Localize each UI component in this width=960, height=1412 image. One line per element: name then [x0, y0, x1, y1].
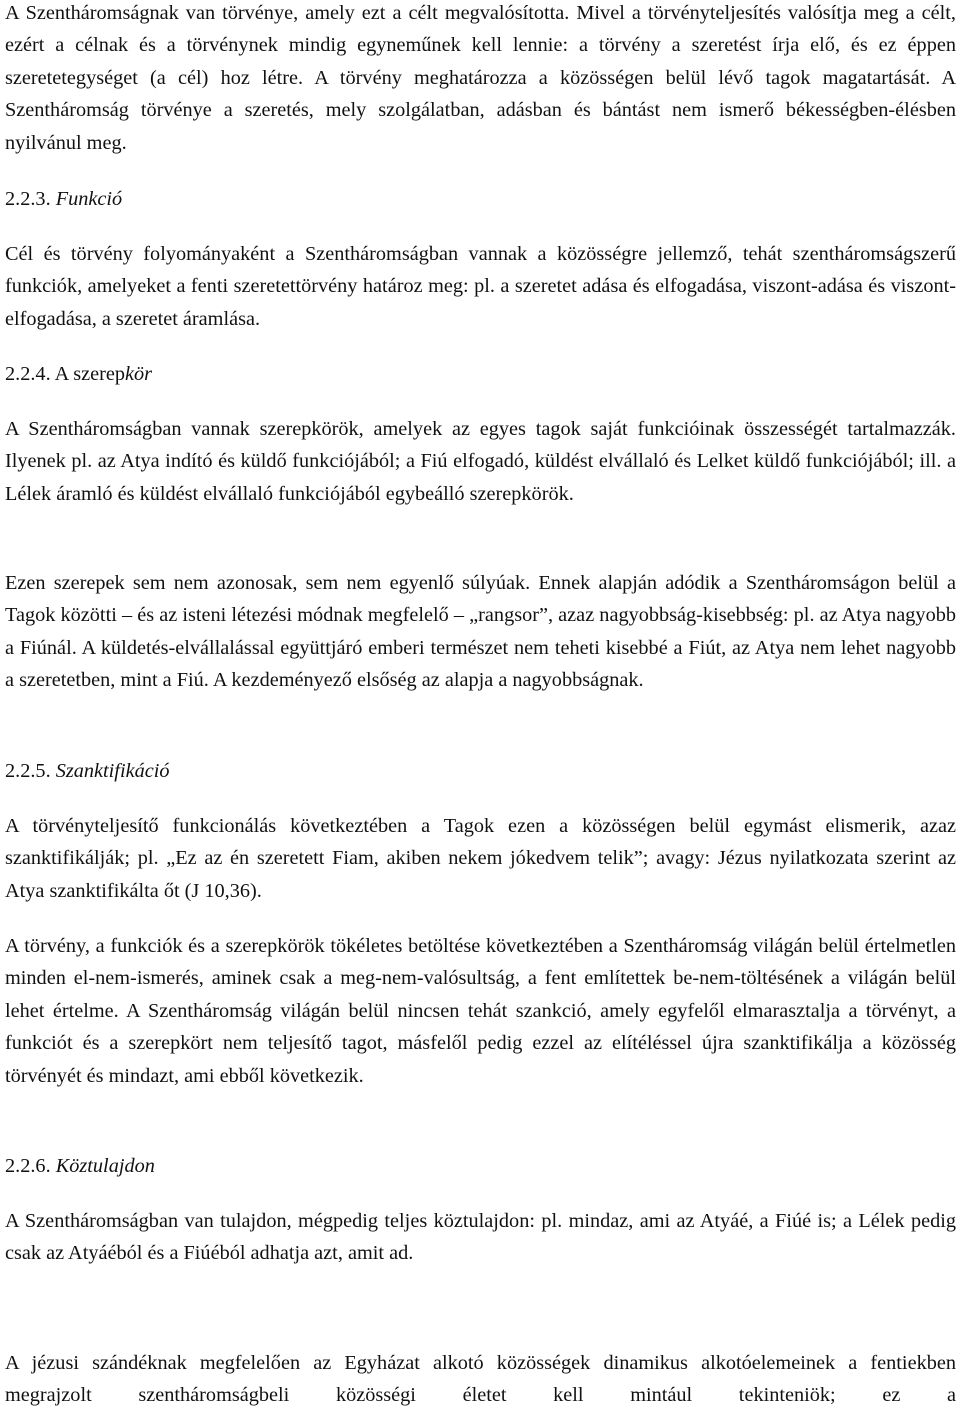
paragraph-szentharomsag-torvenye: A Szentháromságnak van törvénye, amely ezt a célt megvalósította. Mivel a törvényteljesítés valósítja meg a célt, ezért a célnak és a törvénynek mindig egyneműnek kell lennie: a törvény a szeretést írja elő, és ez éppen szeretetegységet (a cél) hoz létre. A törvény meghatározza a közösségen belül lévő tagok magatartását. A Szentháromság törvénye a szeretés, mely szolgálatban, adásban és bántást nem ismerő békességben-élésben nyilvánul meg.	[5, 2, 956, 154]
paragraph-szanktifikacio: A törvényteljesítő funkcionálás következtében a Tagok ezen a közösségen belül egymást elismerik, azaz szanktifikálják; pl. „Ez az én szeretett Fiam, akiben nekem jókedvem telik”; avagy: Jézus nyilatkozata szerint az Atya szanktifikálta őt (J 10,36).	[5, 815, 956, 902]
paragraph-torveny-funkciok: A törvény, a funkciók és a szerepkörök tökéletes betöltése következtében a Szentháromság világán belül értelmetlen minden el-nem-ismerés, aminek csak a meg-nem-valósultság, a fent említettek be-nem-töltésének a világán belül lehet értelme. A Szentháromság világán belül nincsen tehát szankció, amely egyfelől elmarasztalja a törvényt, a funkciót és a szerepkört nem teljesítő tagot, másfelől pedig ezzel az elítéléssel újra szanktifikálja a közösség törvényét és mindazt, ami ebből következik.	[5, 935, 956, 1087]
heading-title: Köztulajdon	[55, 1155, 155, 1177]
heading-2-2-3	[5, 183, 956, 215]
heading-2-2-5	[5, 755, 956, 787]
heading-number: 2.2.3.	[5, 188, 51, 210]
paragraph-szerepek: Ezen szerepek sem nem azonosak, sem nem egyenlő súlyúak. Ennek alapján adódik a Szentháromságon belül a Tagok közötti – és az isteni létezési módnak megfelelő – „rangsor”, azaz nagyobbság-kisebbség: pl. az Atya nagyobb a Fiúnál. A küldetés-elvállalással együttjáró emberi természet nem teheti kisebbé a Fiút, az Atya nem lehet nagyobb a szeretetben, mint a Fiú. A kezdeményező elsőség az alapja a nagyobbságnak.	[5, 572, 956, 692]
heading-2-2-6	[5, 1150, 956, 1182]
paragraph-szerepkor: A Szentháromságban vannak szerepkörök, amelyek az egyes tagok saját funkcióinak összességét tartalmazzák. Ilyenek pl. az Atya indító és küldő funkciójából; a Fiú elfogadó, küldést elvállaló és Lelket küldő funkciójából; ill. a Lélek áramló és küldést elvállaló funkciójából egybeálló szerepkörök.	[5, 418, 956, 505]
heading-title: Szanktifikáció	[55, 760, 170, 782]
heading-number: 2.2.6.	[5, 1155, 51, 1177]
paragraph-koztulajdon: A Szentháromságban van tulajdon, mégpedig teljes köztulajdon: pl. mindaz, ami az Atyáé, a Fiúé is; a Lélek pedig csak az Atyáéból és a Fiúéból adhatja azt, amit ad.	[5, 1210, 956, 1265]
heading-title-plain: A szerep	[54, 363, 125, 385]
paragraph-funkcio: Cél és törvény folyományaként a Szentháromságban vannak a közösségre jellemző, tehát szentháromságszerű funkciók, amelyeket a fenti szeretettörvény határoz meg: pl. a szeretet adása és elfogadása, viszont-adása és viszont-elfogadása, a szeretet áramlása.	[5, 243, 956, 330]
heading-title: Funkció	[55, 188, 123, 210]
paragraph-jezusi-szandek: A jézusi szándéknak megfelelően az Egyházat alkotó közösségek dinamikus alkotóelemeinek a fentiekben megrajzolt szentháromságbeli közösségi életet kell mintául tekinteniök; ez a	[5, 1352, 956, 1407]
heading-number: 2.2.4.	[5, 363, 51, 385]
heading-number: 2.2.5.	[5, 760, 51, 782]
heading-2-2-4	[5, 358, 956, 390]
heading-title-italic: kör	[124, 363, 153, 385]
